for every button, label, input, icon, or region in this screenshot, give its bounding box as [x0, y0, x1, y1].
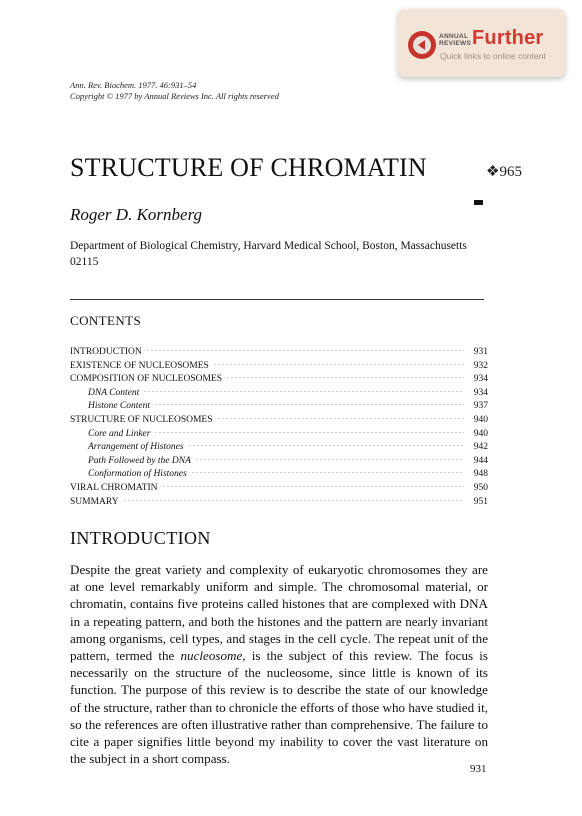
toc-leader-dots — [217, 418, 464, 419]
toc-entry-label: VIRAL CHROMATIN — [70, 482, 158, 493]
page-marker: ❖965 — [486, 164, 522, 180]
toc-entry[interactable] — [70, 455, 488, 469]
toc-leader-dots — [195, 459, 464, 460]
badge-annual-reviews-label: ANNUAL REVIEWS — [439, 33, 472, 47]
toc-entry-page: 932 — [473, 360, 488, 371]
toc-entry[interactable] — [70, 400, 488, 414]
toc-leader-dots — [188, 445, 464, 446]
toc-entry-page: 940 — [473, 428, 488, 439]
section-heading: INTRODUCTION — [70, 528, 211, 548]
toc-entry-page: 931 — [473, 347, 488, 357]
toc-leader-dots — [226, 377, 464, 378]
toc-entry-page: 942 — [473, 442, 488, 453]
contents-heading: CONTENTS — [70, 313, 142, 328]
toc-entry-page: 934 — [473, 387, 488, 398]
play-arrow-icon — [408, 31, 436, 59]
toc-entry-label: Conformation of Histones — [88, 469, 187, 480]
toc-entry-label: EXISTENCE OF NUCLEOSOMES — [70, 360, 209, 371]
toc-entry-page: 937 — [473, 401, 488, 412]
article-title: STRUCTURE OF CHROMATIN — [70, 153, 427, 182]
toc-entry-page: 948 — [473, 469, 488, 480]
toc-entry-page: 934 — [473, 374, 488, 385]
toc-leader-dots — [154, 404, 464, 405]
toc-entry-label: COMPOSITION OF NUCLEOSOMES — [70, 374, 223, 385]
toc-leader-dots — [146, 350, 464, 351]
toc-leader-dots — [123, 500, 464, 501]
toc-entry-label: STRUCTURE OF NUCLEOSOMES — [70, 414, 213, 425]
toc-leader-dots — [162, 486, 464, 487]
toc-entry[interactable] — [70, 428, 488, 442]
toc-entry[interactable] — [70, 373, 488, 387]
toc-entry[interactable] — [70, 414, 488, 428]
toc-entry[interactable] — [70, 387, 488, 401]
toc-entry-page: 950 — [473, 482, 488, 493]
journal-citation — [70, 80, 279, 102]
divider — [70, 299, 484, 300]
toc-leader-dots — [143, 391, 464, 392]
table-of-contents — [70, 346, 488, 509]
toc-entry-label: SUMMARY — [70, 496, 119, 507]
annual-reviews-further-badge[interactable] — [398, 9, 565, 77]
margin-mark — [474, 200, 483, 205]
author-affiliation: Department of Biological Chemistry, Harvard Medical School, Boston, Massachusetts 02115 — [70, 240, 467, 268]
author-name: Roger D. Kornberg — [70, 205, 203, 224]
toc-entry-label: Arrangement of Histones — [88, 442, 184, 453]
body-text-end: is the subject of this review. The focus is necessarily on the structure of the nucleosome, since little is known of its function. The purpose of this review is to describe the state of our knowledge of the structure, rather than to chronicle the efforts of those who have studied it, so the references are often illustrative rather than comprehensive. The failure to cite a paper signifies little beyond my inability to cover the vast literature on the subject in a short compass. — [70, 648, 488, 767]
body-paragraph — [70, 561, 488, 767]
toc-entry[interactable] — [70, 496, 488, 510]
toc-entry[interactable] — [70, 482, 488, 496]
toc-entry[interactable] — [70, 346, 488, 360]
page-number: 931 — [470, 763, 487, 775]
copyright-line: Copyright © 1977 by Annual Reviews Inc. All rights reserved — [70, 91, 279, 101]
toc-entry-label: INTRODUCTION — [70, 347, 142, 357]
toc-entry[interactable] — [70, 360, 488, 374]
toc-entry-label: Histone Content — [88, 401, 151, 412]
toc-entry[interactable] — [70, 468, 488, 482]
toc-entry-label: Path Followed by the DNA — [88, 455, 191, 466]
toc-entry-page: 940 — [473, 414, 488, 425]
toc-leader-dots — [213, 364, 464, 365]
body-text-start: Despite the great variety and complexity of eukaryotic chromosomes they are at one level remarkably uniform and simple. The chromosomal material, or chromatin, contains five proteins called histones that are complexed with DNA in a repeating pattern, and both the histones and the pattern are nearly invariant among organisms, cell types, and stages in the cell cycle. The repeat unit of the pattern, termed the — [70, 562, 488, 664]
toc-entry-page: 944 — [473, 455, 488, 466]
body-emphasis: nucleosome, — [180, 648, 246, 664]
toc-leader-dots — [191, 472, 464, 473]
toc-entry-page: 951 — [473, 496, 488, 507]
badge-tagline: Quick links to online content — [440, 51, 546, 61]
toc-entry[interactable] — [70, 441, 488, 455]
toc-entry-label: DNA Content — [88, 387, 140, 398]
badge-further-label: Further — [472, 27, 544, 49]
citation-line: Ann. Rev. Biochem. 1977. 46:931–54 — [70, 80, 197, 90]
toc-leader-dots — [154, 432, 464, 433]
toc-entry-label: Core and Linker — [88, 428, 151, 439]
